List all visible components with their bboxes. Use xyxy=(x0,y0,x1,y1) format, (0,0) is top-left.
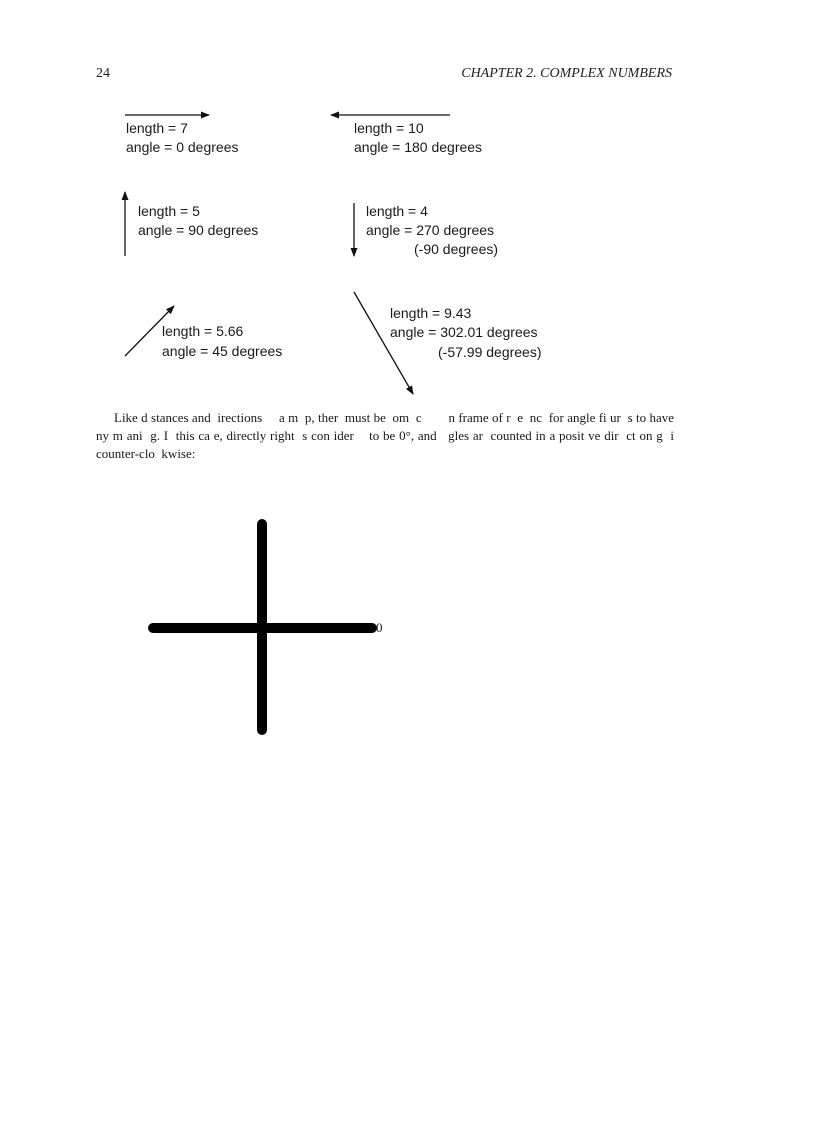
body-paragraph-text: Like d stances and irections a m p, ther must be om c n frame of r e nc for angle fi ur s to have ny m ani g. I this ca e, directly right s con ider to be 0°, and gles ar counted in a posit ve dir ct on g i counter-clo kwise: xyxy=(96,410,691,461)
label-270-deg-line2: angle = 270 degrees xyxy=(366,222,495,238)
label-302-deg-line2: angle = 302.01 degrees xyxy=(390,324,538,340)
zero-degree-label: 0 xyxy=(376,620,383,635)
label-90-deg-line1: length = 5 xyxy=(138,203,200,219)
page-number: 24 xyxy=(96,66,110,81)
label-0-deg-line2: angle = 0 degrees xyxy=(126,139,239,155)
label-90-deg-line2: angle = 90 degrees xyxy=(138,222,259,238)
label-180-deg-line2: angle = 180 degrees xyxy=(354,139,483,155)
body-paragraph xyxy=(96,409,691,463)
label-0-deg-line1: length = 7 xyxy=(126,120,188,136)
chapter-title: CHAPTER 2. COMPLEX NUMBERS xyxy=(461,66,672,81)
label-302-deg-line3: (-57.99 degrees) xyxy=(438,344,542,360)
label-270-deg-line3: (-90 degrees) xyxy=(414,241,499,257)
label-302-deg-line1: length = 9.43 xyxy=(390,305,472,321)
label-180-deg-line1: length = 10 xyxy=(354,120,424,136)
label-45-deg-line2: angle = 45 degrees xyxy=(162,343,283,359)
label-270-deg-line1: length = 4 xyxy=(366,203,428,219)
label-45-deg-line1: length = 5.66 xyxy=(162,323,244,339)
